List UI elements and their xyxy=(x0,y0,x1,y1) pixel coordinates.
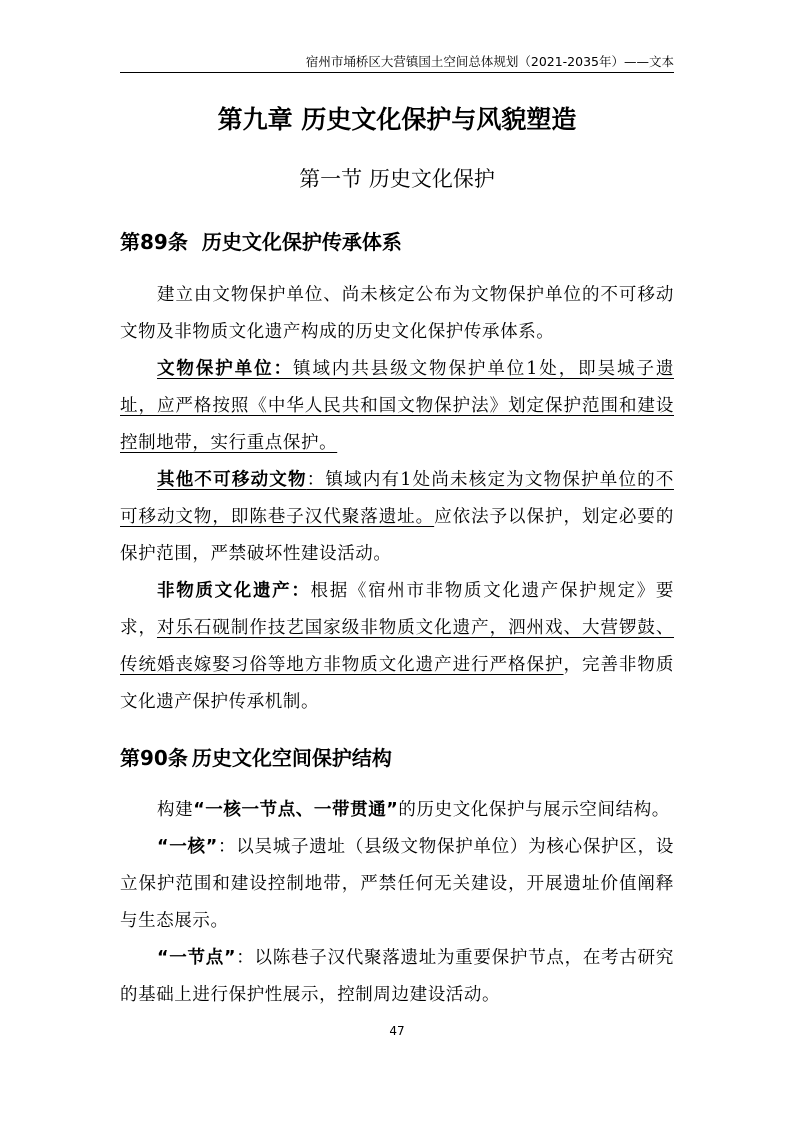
article-90-title: 历史文化空间保护结构 xyxy=(191,746,392,770)
p3-plain-text: 根据《宿州市非物质文化遗产保护规定》要求， xyxy=(120,581,674,638)
article-89-paragraph-1 xyxy=(120,351,674,462)
article-90-heading xyxy=(120,742,674,774)
article-90-number: 第90条 xyxy=(120,746,188,770)
article-89-paragraph-3 xyxy=(120,573,674,721)
article-89-paragraph-2 xyxy=(120,462,674,573)
article-90-paragraph-1 xyxy=(120,829,674,940)
p1-label: 文物保护单位： xyxy=(157,359,294,379)
core-label: “一核” xyxy=(157,837,218,857)
p1-underlined-text: 镇域内共县级文物保护单位1处，即吴城子遗址，应严格按照《中华人民共和国文物保护法》划定保护范围和建设控制地带，实行重点保护。 xyxy=(120,359,674,453)
node-label: “一节点” xyxy=(157,948,237,968)
p3-rest-text: ，完善非物质文化遗产保护传承机制。 xyxy=(120,655,674,712)
page-number: 47 xyxy=(389,1024,405,1038)
chapter-title: 第九章 历史文化保护与风貌塑造 xyxy=(217,105,577,134)
section-title: 第一节 历史文化保护 xyxy=(299,167,495,191)
p2-underlined-text: ：镇域内有1处尚未核定为文物保护单位的不可移动文物，即陈巷子汉代聚落遗址。 xyxy=(120,470,674,527)
intro-pre-text: 构建 xyxy=(157,800,194,820)
node-text: ：以陈巷子汉代聚落遗址为重要保护节点，在考古研究的基础上进行保护性展示，控制周边建设活动。 xyxy=(120,948,674,1005)
core-text: ：以吴城子遗址（县级文物保护单位）为核心保护区，设立保护范围和建设控制地带，严禁任何无关建设，开展遗址价值阐释与生态展示。 xyxy=(120,837,674,931)
article-89-title: 历史文化保护传承体系 xyxy=(201,230,402,254)
p2-label: 其他不可移动文物 xyxy=(157,470,307,490)
p3-underlined-text: 对乐石砚制作技艺国家级非物质文化遗产，泗州戏、大营锣鼓、传统婚丧嫁娶习俗等地方非物质文化遗产进行严格保护 xyxy=(120,618,674,675)
article-89-intro: 建立由文物保护单位、尚未核定公布为文物保护单位的不可移动文物及非物质文化遗产构成的历史文化保护传承体系。 xyxy=(120,285,674,342)
p2-rest-text: 应依法予以保护，划定必要的保护范围，严禁破坏性建设活动。 xyxy=(120,507,674,564)
intro-bold-text: “一核一节点、一带贯通” xyxy=(193,800,399,820)
article-90-paragraph-2 xyxy=(120,940,674,1014)
article-89-heading xyxy=(120,226,674,258)
article-90-intro xyxy=(120,792,674,829)
running-header xyxy=(120,52,674,73)
running-header-text: 宿州市埇桥区大营镇国土空间总体规划（2021-2035年）——文本 xyxy=(305,54,674,69)
intro-post-text: 的历史文化保护与展示空间结构。 xyxy=(398,800,670,820)
article-89-number: 第89条 xyxy=(120,230,188,254)
p3-label: 非物质文化遗产： xyxy=(157,581,311,601)
